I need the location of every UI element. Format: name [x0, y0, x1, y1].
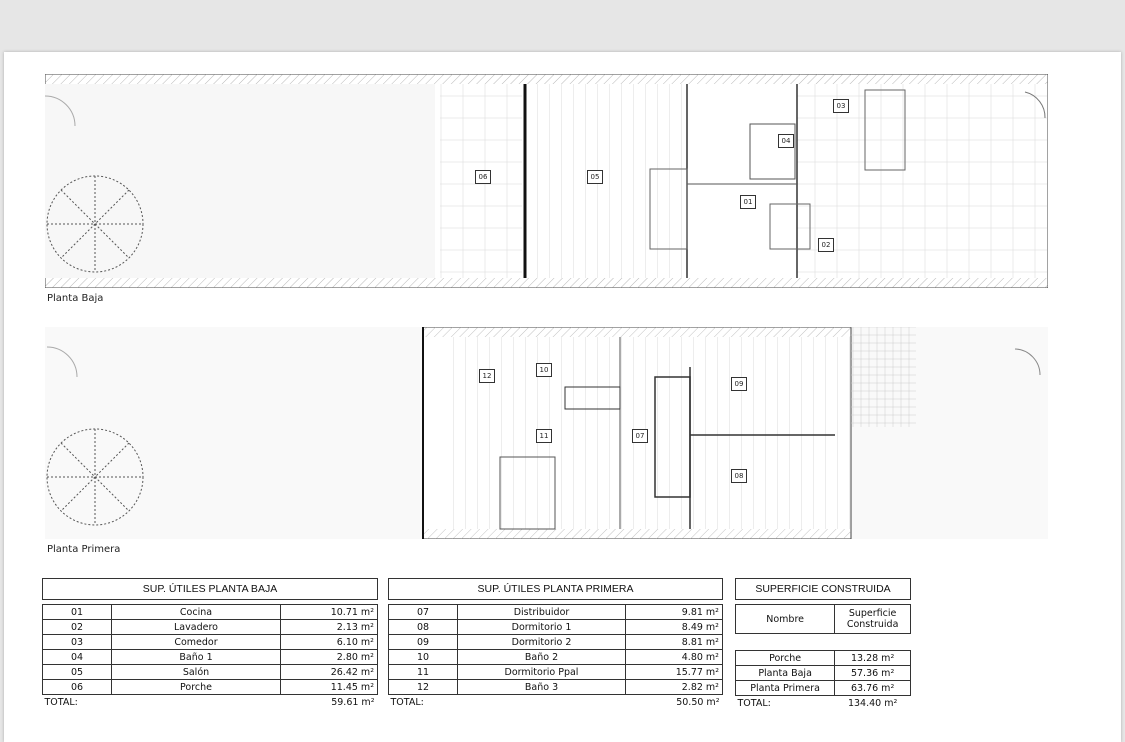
room-tag: 01 [740, 195, 756, 209]
ground-floor-plan [45, 74, 1048, 288]
table-total-row: TOTAL: 50.50 m² [390, 696, 720, 708]
ground-floor-caption: Planta Baja [47, 293, 104, 304]
table-row: 07 Distribuidor 9.81 m² [389, 605, 723, 620]
table-row: 09 Dormitorio 2 8.81 m² [389, 635, 723, 650]
table-row: 08 Dormitorio 1 8.49 m² [389, 620, 723, 635]
table-row: 12 Baño 3 2.82 m² [389, 680, 723, 695]
table-planta-primera [388, 578, 723, 709]
room-tag: 06 [475, 170, 491, 184]
table-total-row: TOTAL: 59.61 m² [44, 696, 375, 708]
room-tag: 08 [731, 469, 747, 483]
first-floor-plan [45, 327, 1048, 539]
table-row: 01 Cocina 10.71 m² [43, 605, 378, 620]
table-superficie-construida [735, 578, 911, 710]
table-row: 02 Lavadero 2.13 m² [43, 620, 378, 635]
room-tag: 09 [731, 377, 747, 391]
table-title: SUP. ÚTILES PLANTA PRIMERA [389, 579, 723, 600]
table-row: Planta Primera 63.76 m² [736, 681, 911, 696]
room-tag: 02 [818, 238, 834, 252]
room-tag: 07 [632, 429, 648, 443]
table-row: Porche 13.28 m² [736, 651, 911, 666]
first-floor-caption: Planta Primera [47, 544, 121, 555]
table-title: SUP. ÚTILES PLANTA BAJA [43, 579, 378, 600]
table-row: 11 Dormitorio Ppal 15.77 m² [389, 665, 723, 680]
table-row: Planta Baja 57.36 m² [736, 666, 911, 681]
table-planta-baja [42, 578, 378, 709]
table-row: 06 Porche 11.45 m² [43, 680, 378, 695]
table-row: 05 Salón 26.42 m² [43, 665, 378, 680]
table-total-row: TOTAL: 134.40 m² [737, 697, 898, 709]
table-row: 04 Baño 1 2.80 m² [43, 650, 378, 665]
room-tag: 12 [479, 369, 495, 383]
room-tag: 11 [536, 429, 552, 443]
table-title: SUPERFICIE CONSTRUIDA [736, 579, 911, 600]
room-tag: 03 [833, 99, 849, 113]
room-tag: 05 [587, 170, 603, 184]
room-tag: 10 [536, 363, 552, 377]
room-tag: 04 [778, 134, 794, 148]
table-header-row: Nombre Superficie Construida [736, 605, 911, 634]
table-row: 10 Baño 2 4.80 m² [389, 650, 723, 665]
table-row: 03 Comedor 6.10 m² [43, 635, 378, 650]
